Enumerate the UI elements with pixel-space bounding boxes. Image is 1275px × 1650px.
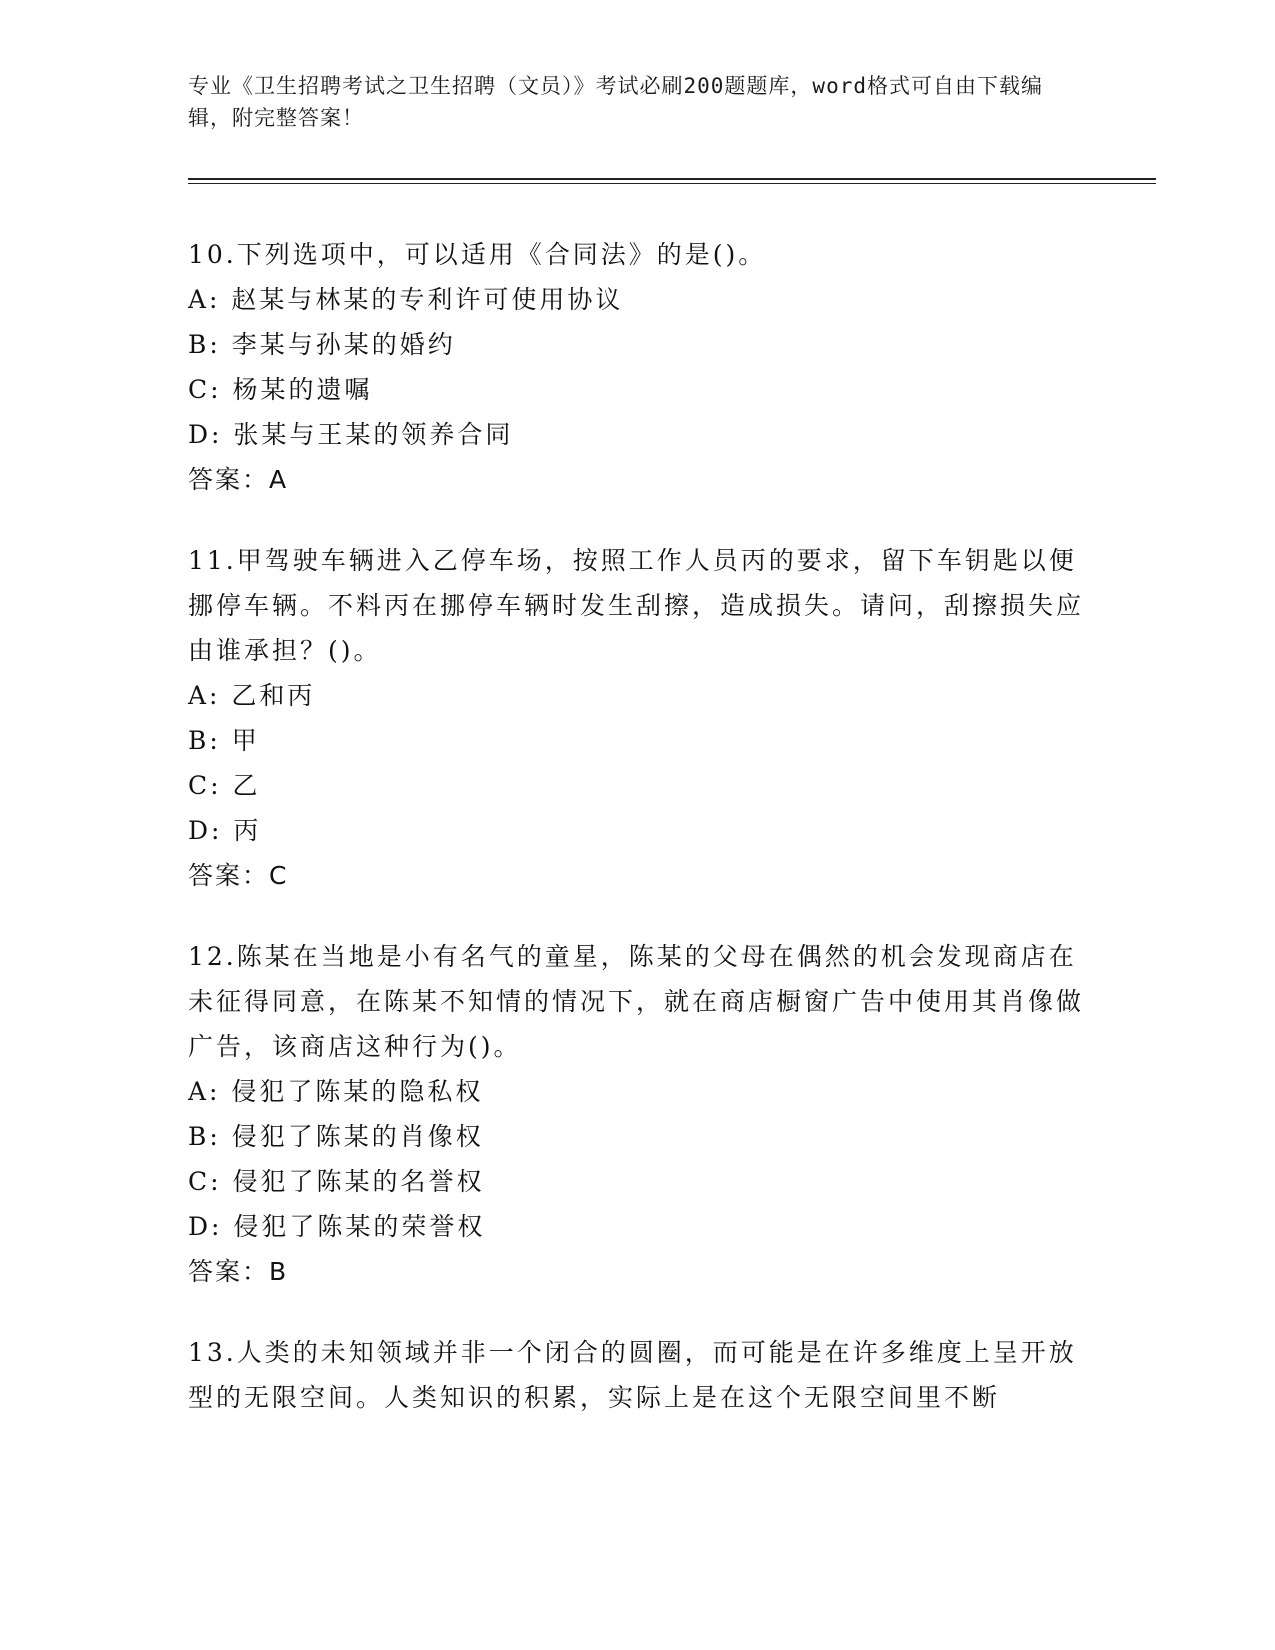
option-a: A: 侵犯了陈某的隐私权 bbox=[188, 1077, 484, 1106]
option-c: C: 侵犯了陈某的名誉权 bbox=[188, 1167, 485, 1196]
option-b: B: 侵犯了陈某的肖像权 bbox=[188, 1122, 484, 1151]
question-11 bbox=[188, 538, 1088, 898]
option-b: B: 李某与孙某的婚约 bbox=[188, 330, 456, 359]
option-d: D: 丙 bbox=[188, 816, 262, 845]
question-stem: 13.人类的未知领域并非一个闭合的圆圈，而可能是在许多维度上呈开放型的无限空间。人类知识的积累，实际上是在这个无限空间里不断 bbox=[188, 1338, 1077, 1412]
option-a: A: 赵某与林某的专利许可使用协议 bbox=[188, 285, 624, 314]
question-stem: 10.下列选项中，可以适用《合同法》的是()。 bbox=[188, 240, 767, 269]
answer-line: 答案：C bbox=[188, 861, 289, 890]
question-10 bbox=[188, 232, 1088, 502]
header-divider bbox=[188, 178, 1156, 180]
option-a: A: 乙和丙 bbox=[188, 681, 316, 710]
answer-line: 答案：B bbox=[188, 1257, 289, 1286]
answer-line: 答案：A bbox=[188, 465, 289, 494]
option-d: D: 侵犯了陈某的荣誉权 bbox=[188, 1212, 486, 1241]
question-12 bbox=[188, 934, 1088, 1294]
option-b: B: 甲 bbox=[188, 726, 260, 755]
option-c: C: 杨某的遗嘱 bbox=[188, 375, 373, 404]
question-list bbox=[188, 232, 1088, 1456]
document-intro: 专业《卫生招聘考试之卫生招聘（文员）》考试必刷200题题库，word格式可自由下载编辑，附完整答案！ bbox=[188, 74, 1043, 130]
option-d: D: 张某与王某的领养合同 bbox=[188, 420, 514, 449]
header-divider-thin bbox=[188, 183, 1156, 184]
question-stem: 11.甲驾驶车辆进入乙停车场，按照工作人员丙的要求，留下车钥匙以便挪停车辆。不料丙在挪停车辆时发生刮擦，造成损失。请问，刮擦损失应由谁承担？()。 bbox=[188, 546, 1085, 665]
question-stem: 12.陈某在当地是小有名气的童星，陈某的父母在偶然的机会发现商店在未征得同意，在陈某不知情的情况下，就在商店橱窗广告中使用其肖像做广告，该商店这种行为()。 bbox=[188, 942, 1085, 1061]
option-c: C: 乙 bbox=[188, 771, 261, 800]
question-13 bbox=[188, 1330, 1088, 1420]
